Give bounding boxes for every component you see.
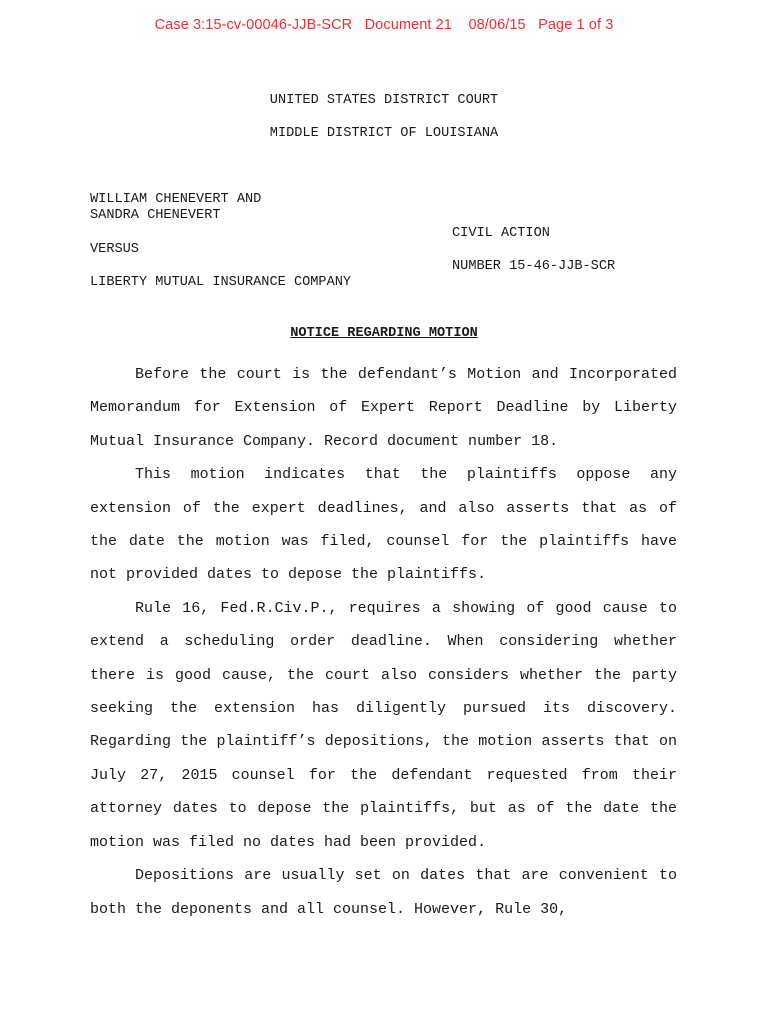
case-header-stamp: Case 3:15-cv-00046-JJB-SCR Document 21 08/06/15 Page 1 of 3: [154, 17, 614, 33]
plaintiff-name-line-1: WILLIAM CHENEVERT AND: [90, 192, 262, 207]
case-number: NUMBER 15-46-JJB-SCR: [452, 259, 616, 274]
court-name: UNITED STATES DISTRICT COURT: [269, 93, 499, 108]
notice-title: NOTICE REGARDING MOTION: [290, 326, 478, 341]
civil-action-label: CIVIL ACTION: [452, 226, 550, 241]
versus-label: VERSUS: [90, 242, 139, 257]
paragraph: Depositions are usually set on dates that are convenient to both the deponents and all counsel. However, Rule 30,: [90, 867, 677, 918]
paragraph: Before the court is the defendant’s Motion and Incorporated Memorandum for Extension of Expert Report Deadline by Liberty Mutual Insurance Company. Record document number 18.: [90, 366, 677, 450]
notice-body: [90, 358, 677, 926]
paragraph: Rule 16, Fed.R.Civ.P., requires a showing of good cause to extend a scheduling order deadline. When considering whether there is good cause, the court also considers whether the party seeking the extension has diligently pursued its discovery. Regarding the plaintiff’s depositions, the motion asserts that on July 27, 2015 counsel for the defendant requested from their attorney dates to depose the plaintiffs, but as of the date the motion was filed no dates had been provided.: [90, 599, 677, 851]
plaintiff-name-line-2: SANDRA CHENEVERT: [90, 208, 221, 223]
defendant-name: LIBERTY MUTUAL INSURANCE COMPANY: [90, 275, 352, 290]
paragraph: This motion indicates that the plaintiffs oppose any extension of the expert deadlines, and also asserts that as of the date the motion was filed, counsel for the plaintiffs have not provided dates to depose the plaintiffs.: [90, 466, 677, 584]
court-district: MIDDLE DISTRICT OF LOUISIANA: [269, 126, 499, 141]
